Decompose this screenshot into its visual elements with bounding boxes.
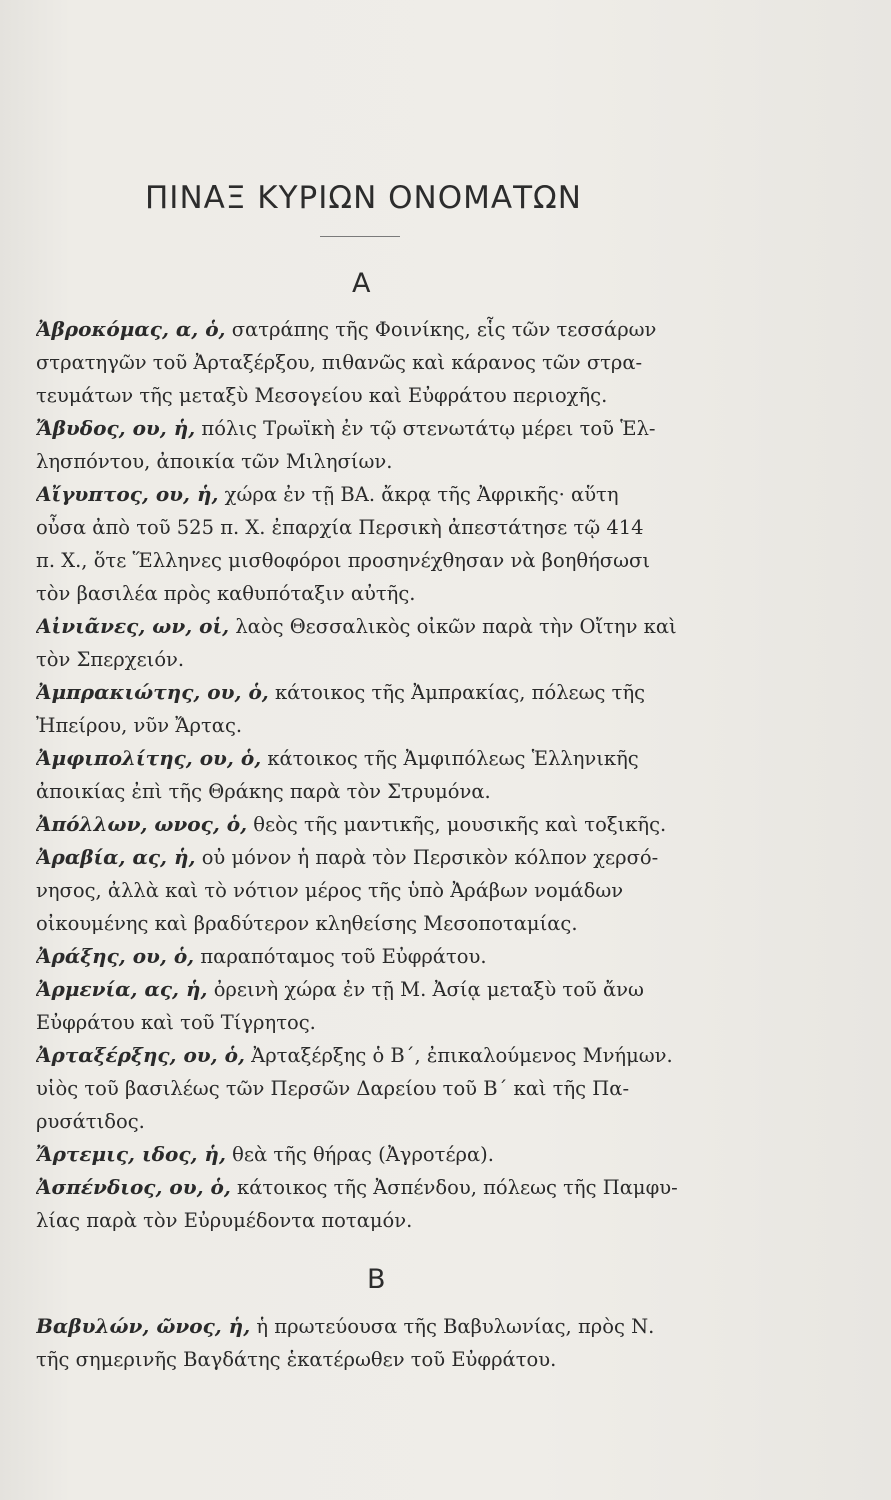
entry-headword: Ἀρταξέρξης, ου, ὁ, <box>36 1043 245 1067</box>
entry-text: θεὸς τῆς μαντικῆς, μουσικῆς καὶ τοξικῆς. <box>253 813 667 836</box>
entry-text: οὐ μόνον ἡ παρὰ τὸν Περσικὸν κόλπον χερσό- <box>201 846 659 869</box>
entry-headword: Αἴγυπτος, ου, ἡ, <box>36 482 219 506</box>
section-a-entries <box>36 313 776 1237</box>
entry-text: ὀρεινὴ χώρα ἐν τῇ Μ. Ἀσίᾳ μεταξὺ τοῦ ἄνω <box>213 978 644 1001</box>
entry-headword: Ἄρτεμις, ιδος, ἡ, <box>36 1142 226 1166</box>
entry-text: στρατηγῶν τοῦ Ἀρταξέρξου, πιθανῶς καὶ κάρανος τῶν στρα- <box>36 351 643 374</box>
entry-headword: Ἀράξης, ου, ὁ, <box>36 944 195 968</box>
entry-headword: Αἰνιᾶνες, ων, οἱ, <box>36 614 230 638</box>
entry-text: Ἠπείρου, νῦν Ἄρτας. <box>36 714 243 737</box>
entry-text: κάτοικος τῆς Ἀσπένδου, πόλεως τῆς Παμφυ- <box>237 1176 678 1199</box>
section-letter-a: Α <box>352 268 371 299</box>
entry-headword: Ἀσπένδιος, ου, ὁ, <box>36 1175 231 1199</box>
entry-text: κάτοικος τῆς Ἀμφιπόλεως Ἑλληνικῆς <box>267 747 639 770</box>
entry-text: κάτοικος τῆς Ἀμπρακίας, πόλεως τῆς <box>274 681 646 704</box>
entry-text: παραπόταμος τοῦ Εὐφράτου. <box>200 945 487 968</box>
index-entry <box>36 676 776 742</box>
entry-text: οἰκουμένης καὶ βραδύτερον κληθείσης Μεσοποταμίας. <box>36 912 578 935</box>
entry-headword: Ἀπόλλων, ωνος, ὁ, <box>36 812 248 836</box>
entry-text: πόλις Τρωϊκὴ ἐν τῷ στενωτάτῳ μέρει τοῦ Ἑλ- <box>201 417 656 440</box>
entry-headword: Ἄβυδος, ου, ἡ, <box>36 416 196 440</box>
section-b-entries <box>36 1310 776 1376</box>
entry-text: λησπόντου, ἀποικία τῶν Μιλησίων. <box>36 450 393 473</box>
entry-text: νησος, ἀλλὰ καὶ τὸ νότιον μέρος τῆς ὑπὸ Ἀράβων νομάδων <box>36 879 624 902</box>
entry-headword: Ἀρμενία, ας, ἡ, <box>36 977 208 1001</box>
index-entry <box>36 610 776 676</box>
index-entry <box>36 940 776 973</box>
entry-headword: Βαβυλών, ῶνος, ἡ, <box>36 1314 251 1338</box>
entry-text: υἱὸς τοῦ βασιλέως τῶν Περσῶν Δαρείου τοῦ Β΄ καὶ τῆς Πα- <box>36 1077 630 1100</box>
entry-text: ἀποικίας ἐπὶ τῆς Θράκης παρὰ τὸν Στρυμόνα. <box>36 780 491 803</box>
entry-text: χώρα ἐν τῇ ΒΑ. ἄκρᾳ τῆς Ἀφρικῆς· αὕτη <box>224 483 619 506</box>
entry-text: θεὰ τῆς θήρας (Ἀγροτέρα). <box>232 1143 494 1166</box>
index-entry <box>36 412 776 478</box>
entry-text: λίας παρὰ τὸν Εὐρυμέδοντα ποταμόν. <box>36 1209 413 1232</box>
index-entry <box>36 1171 776 1237</box>
index-entry <box>36 478 776 610</box>
entry-text: τῆς σημερινῆς Βαγδάτης ἑκατέρωθεν τοῦ Εὐφράτου. <box>36 1348 557 1371</box>
entry-text: λαὸς Θεσσαλικὸς οἰκῶν παρὰ τὴν Οἴτην καὶ <box>235 615 677 638</box>
entry-headword: Ἀραβία, ας, ἡ, <box>36 845 196 869</box>
entry-text: ἡ πρωτεύουσα τῆς Βαβυλωνίας, πρὸς Ν. <box>256 1315 655 1338</box>
index-entry <box>36 1310 776 1376</box>
entry-text: Εὐφράτου καὶ τοῦ Τίγρητος. <box>36 1011 316 1034</box>
index-entry <box>36 973 776 1039</box>
index-entry <box>36 1039 776 1138</box>
index-entry <box>36 742 776 808</box>
entry-headword: Ἀβροκόμας, α, ὁ, <box>36 317 226 341</box>
section-letter-b: Β <box>367 1264 386 1295</box>
entry-text: Ἀρταξέρξης ὁ Β΄, ἐπικαλούμενος Μνήμων. <box>251 1044 673 1067</box>
index-entry <box>36 808 776 841</box>
index-entry <box>36 1138 776 1171</box>
title-divider <box>320 236 400 237</box>
entry-text: τὸν βασιλέα πρὸς καθυπόταξιν αὐτῆς. <box>36 582 416 605</box>
page-title: ΠΙΝΑΞ ΚΥΡΙΩΝ ΟΝΟΜΑΤΩΝ <box>145 180 582 216</box>
index-entry <box>36 313 776 412</box>
index-entry <box>36 841 776 940</box>
entry-headword: Ἀμφιπολίτης, ου, ὁ, <box>36 746 262 770</box>
entry-text: π. Χ., ὅτε Ἕλληνες μισθοφόροι προσηνέχθησαν νὰ βοηθήσωσι <box>36 549 650 572</box>
entry-text: τὸν Σπερχειόν. <box>36 648 185 671</box>
entry-text: οὖσα ἀπὸ τοῦ 525 π. Χ. ἐπαρχία Περσικὴ ἀπεστάτησε τῷ 414 <box>36 516 644 539</box>
entry-text: τευμάτων τῆς μεταξὺ Μεσογείου καὶ Εὐφράτου περιοχῆς. <box>36 384 608 407</box>
entry-headword: Ἀμπρακιώτης, ου, ὁ, <box>36 680 269 704</box>
entry-text: ρυσάτιδος. <box>36 1110 145 1133</box>
entry-text: σατράπης τῆς Φοινίκης, εἷς τῶν τεσσάρων <box>231 318 657 341</box>
